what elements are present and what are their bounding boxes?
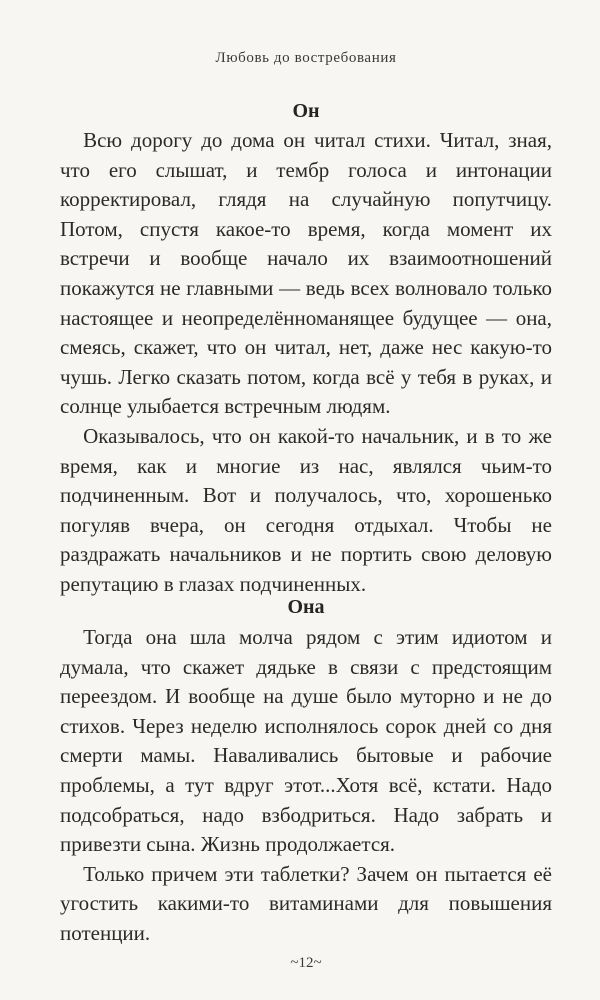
section-on-text (60, 126, 552, 600)
running-head: Любовь до востребования (215, 50, 397, 66)
page-number: ~12~ (290, 955, 322, 971)
section-title-ona: Она (287, 596, 325, 618)
paragraph: Тогда она шла молча рядом с этим идиотом и думала, что скажет дядьке в связи с предстоящим переездом. И вообще на душе было муторно и не до стихов. Через неделю исполнялось сорок дней со дня смерти мамы. Наваливались бытовые и рабочие проблемы, а тут вдруг этот...Хотя всё, кстати. Надо подсобраться, надо взбодриться. Надо забрать и привезти сына. Жизнь продолжается. (60, 625, 552, 857)
paragraph: Оказывалось, что он какой-то начальник, и в то же время, как и многие из нас, являлся чьим-то подчиненным. Вот и получалось, что, хорошенько погуляв вчера, он сегодня отдыхал. Чтобы не раздражать начальников и не портить свою деловую репутацию в глазах подчиненных. (60, 423, 552, 596)
section-ona-text (60, 623, 552, 949)
paragraph: Всю дорогу до дома он читал стихи. Читал, зная, что его слышат, и тембр голоса и интонации корректировал, глядя на случайную попутчицу. Потом, спустя какое-то время, когда момент их встречи и вообще начало их взаимоотношений покажутся не главными — ведь всех волновало только настоящее и неопределённоманящее будущее — она, смеясь, скажет, что он читал, нет, даже нес какую-то чушь. Легко сказать потом, когда всё у тебя в руках, и солнце улыбается встречным людям. (60, 128, 552, 419)
section-title-on: Он (292, 100, 320, 122)
book-page (60, 0, 552, 1000)
paragraph: Только причем эти таблетки? Зачем он пытается её угостить какими-то витаминами для повышения потенции. (60, 861, 552, 945)
